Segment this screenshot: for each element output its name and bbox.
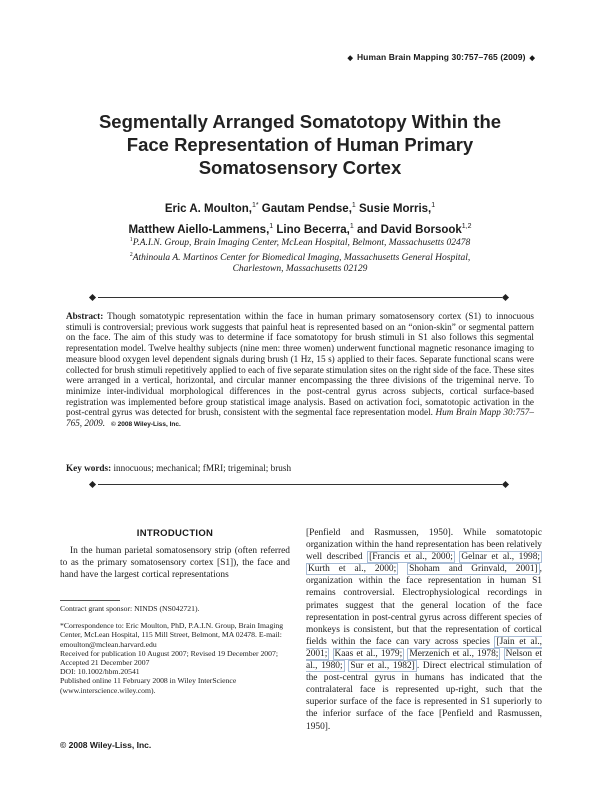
reference-link[interactable]: Kaas et al., 1979; xyxy=(334,648,403,659)
journal-citation: Human Brain Mapping 30:757–765 (2009) xyxy=(356,52,526,62)
reference-link[interactable]: Merzenich et al., 1978; xyxy=(409,648,499,659)
footnote-rule xyxy=(60,600,120,601)
diamond-icon xyxy=(89,480,96,487)
abstract-citation: Hum Brain Mapp 30:757–765, 2009. xyxy=(66,407,534,429)
section-heading-introduction: INTRODUCTION xyxy=(136,528,214,539)
footnotes xyxy=(60,604,292,695)
author-name: Eric A. Moulton, xyxy=(164,202,252,215)
author-name: Matthew Aiello-Lammens, xyxy=(128,223,270,236)
diamond-icon xyxy=(502,293,509,300)
affiliations xyxy=(60,235,540,276)
body-text: . Direct electrical stimulation of the post-central gyrus in humans has indicated that the contralateral face is represented up-right, such that the superior surface of the face is represented in S1 superiorly to the inferior surface of the face [Penfield and Rasmussen, 1950]. xyxy=(306,661,543,732)
diamond-icon: ◆ xyxy=(529,55,535,62)
abstract-label: Abstract: xyxy=(66,311,104,321)
author-name: Lino Becerra, xyxy=(276,223,350,236)
affiliation-2 xyxy=(60,250,540,265)
author-line xyxy=(60,197,540,218)
footnote-published: Published online 11 February 2008 in Wiley InterScience (www.interscience.wiley.com). xyxy=(60,676,237,695)
abstract-bottom-rule xyxy=(98,484,502,485)
author-affiliation-mark: 1* xyxy=(251,202,259,209)
affiliation-text: Athinoula A. Martinos Center for Biomedical Imaging, Massachusetts General Hospital, xyxy=(132,252,471,263)
diamond-icon xyxy=(89,293,96,300)
author-affiliation-mark: 1 xyxy=(269,222,274,230)
intro-left-paragraph: In the human parietal somatosensory strip (often referred to as the primary somatosensory cortex [S1]), the face and hand have the largest cortical representations xyxy=(60,546,290,581)
body-text: [Penfield and Rasmussen, 1950]. While somatotopic organization within the hand representation has been relatively well described xyxy=(306,528,542,563)
title-line: Segmentally Arranged Somatotopy Within the xyxy=(98,111,502,132)
author-name: Susie Morris, xyxy=(359,202,432,215)
body-text xyxy=(398,564,407,574)
affiliation-mark: 2 xyxy=(129,251,133,258)
footnote-grant: Contract grant sponsor: NINDS (NS042721). xyxy=(60,604,200,613)
abstract xyxy=(66,311,534,431)
running-head xyxy=(343,52,539,62)
body-text: , organization within the face representation in human S1 remains controversial. Electrophysiological recordings in primates suggest that the general location of the face representation in post-central gyrus across different species of monkeys is consistent, but that the representation of cortical fields within the face can vary across species xyxy=(306,564,542,647)
abstract-copyright: © 2008 Wiley-Liss, Inc. xyxy=(111,421,181,429)
page-copyright: © 2008 Wiley-Liss, Inc. xyxy=(60,740,152,750)
author-affiliation-mark: 1,2 xyxy=(461,222,472,230)
keywords-label: Key words: xyxy=(66,463,112,473)
keywords-text: innocuous; mechanical; fMRI; trigeminal; brush xyxy=(113,463,292,473)
reference-link[interactable]: Kurth et al., 2000; xyxy=(308,564,397,575)
affiliation-text: P.A.I.N. Group, Brain Imaging Center, McLean Hospital, Belmont, Massachusetts 02478 xyxy=(132,238,471,249)
author-affiliation-mark: 1 xyxy=(431,202,436,209)
diamond-icon: ◆ xyxy=(347,55,353,62)
author-name: Gautam Pendse, xyxy=(261,202,352,215)
diamond-icon xyxy=(502,480,509,487)
title-line: Face Representation of Human Primary xyxy=(126,134,474,155)
affiliation-mark: 1 xyxy=(129,237,133,243)
affiliation-1 xyxy=(60,235,540,250)
title-line: Somatosensory Cortex xyxy=(198,157,402,178)
reference-link[interactable]: [Jain et al., 2001; xyxy=(306,636,543,659)
footnote-correspondence: *Correspondence to: Eric Moulton, PhD, P.A.I.N. Group, Brain Imaging Center, McLean Hospital, 115 Mill Street, Belmont, MA 02478. E-mail: emoulton@mclean.harvard.edu xyxy=(60,621,284,649)
reference-link[interactable]: [Francis et al., 2000; xyxy=(369,552,453,563)
author-affiliation-mark: 1 xyxy=(349,222,354,230)
affiliation-2-line2: Charlestown, Massachusetts 02129 xyxy=(232,264,368,275)
author-name: and David Borsook xyxy=(356,223,462,236)
reference-link[interactable]: Sur et al., 1982] xyxy=(350,661,415,672)
article-title xyxy=(60,110,540,179)
reference-link[interactable]: Gelnar et al., 1998; xyxy=(461,552,541,563)
author-affiliation-mark: 1 xyxy=(351,202,356,209)
footnote-received: Received for publication 10 August 2007; Revised 19 December 2007; Accepted 21 December 2007 xyxy=(60,648,278,668)
reference-link[interactable]: Nelson et al., 1980; xyxy=(306,648,543,672)
abstract-text: Though somatotypic representation within the face in human primary somatosensory cortex (S1) to innocuous stimuli is controversial; previous work suggests that painful heat is represented based on an “onion-skin” or segmental pattern on the face. The aim of this study was to determine if face somatotopy for brush stimuli in S1 also follows this segmental representation model. Twelve healthy subjects (nine men: three women) underwent functional magnetic resonance imaging to measure blood oxygen level dependent signals during brush (1 Hz, 15 s) applied to their faces. Separate functional scans were collected for brush stimuli repetitively applied to each of five separate stimulation sites on the right side of the face. These sites were arranged in a vertical, horizontal, and circular manner encompassing the three divisions of the trigeminal nerve. To minimize inter-individual morphological differences in the post-central gyrus across subjects, cortical surface-based registration was implemented before group statistical image analysis. Based on activation foci, somatotopic activation in the post-central gyrus was detected for brush, consistent with the segmental face representation model. xyxy=(66,311,534,418)
keywords xyxy=(66,463,534,473)
footnote-doi: DOI: 10.1002/hbm.20541 xyxy=(60,667,140,677)
author-list xyxy=(60,197,540,239)
abstract-top-rule xyxy=(98,297,502,298)
reference-link[interactable]: Shoham and Grinvald, 2001] xyxy=(409,564,538,575)
intro-right-paragraph xyxy=(306,527,542,733)
